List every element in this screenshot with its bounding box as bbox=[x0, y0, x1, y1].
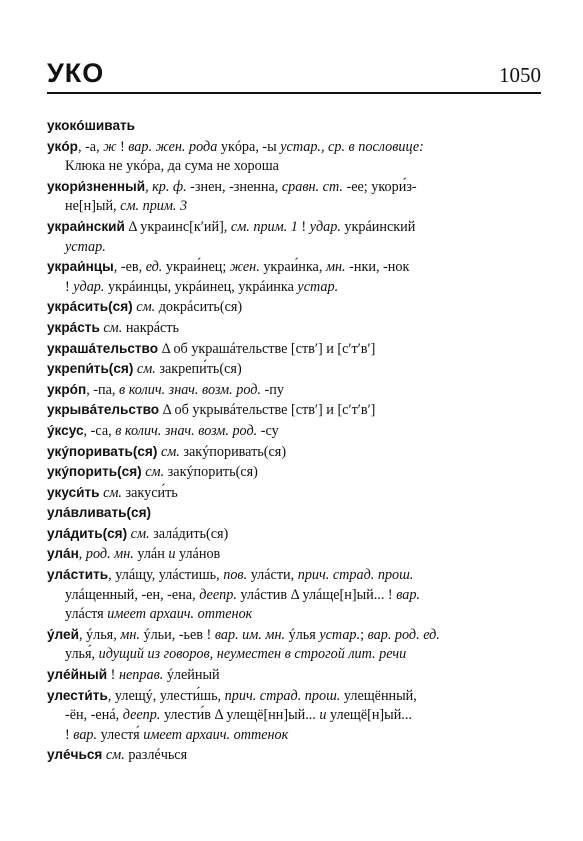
entry-text: ! bbox=[107, 667, 119, 684]
dictionary-entry bbox=[47, 318, 545, 339]
entry-text: -знен, -зненна, bbox=[186, 178, 282, 195]
entry-line bbox=[47, 625, 545, 646]
entry-text: , -ев, bbox=[113, 259, 146, 276]
entry-text: укрáинцы, укрáинец, укрáинка bbox=[104, 278, 298, 295]
grammar-label: идущий из говоров, неуместен в строгой лит. речи bbox=[98, 646, 407, 663]
grammar-label: ед. bbox=[145, 259, 163, 276]
entry-text: улестя́ bbox=[97, 726, 144, 743]
grammar-label: устар. bbox=[297, 278, 339, 295]
dictionary-entry bbox=[47, 665, 545, 686]
dictionary-entry bbox=[47, 359, 545, 380]
dictionary-entry bbox=[47, 297, 545, 318]
headword: украи́нский bbox=[47, 218, 125, 234]
entry-text: закýпоривать(ся) bbox=[179, 443, 287, 460]
grammar-label: род. мн. bbox=[85, 546, 134, 563]
grammar-label: вар. bbox=[396, 586, 420, 603]
dictionary-entry bbox=[47, 745, 545, 766]
page-number: 1050 bbox=[499, 63, 541, 87]
grammar-label: деепр. bbox=[122, 707, 161, 724]
headword: ýлей bbox=[47, 626, 79, 642]
entry-text: улещённый, bbox=[340, 687, 417, 704]
grammar-label: сравн. ст. bbox=[281, 178, 343, 195]
entry-text: Δ украинс[кʹий], bbox=[124, 218, 231, 235]
headword: укори́зненный bbox=[47, 178, 146, 194]
grammar-label: мн. bbox=[325, 259, 346, 276]
dictionary-entry bbox=[47, 686, 545, 746]
grammar-label: см. прим. 1 bbox=[230, 218, 298, 235]
dictionary-entry bbox=[47, 177, 545, 217]
grammar-label: устар. bbox=[65, 238, 106, 255]
headword: улáвливать(ся) bbox=[47, 505, 152, 521]
grammar-label: кр. ф. bbox=[152, 178, 187, 195]
entry-continuation-line bbox=[47, 197, 545, 217]
entry-continuation-line bbox=[47, 278, 545, 298]
dictionary-entry bbox=[47, 565, 545, 625]
grammar-label: см. bbox=[136, 361, 156, 378]
grammar-label: удар. bbox=[309, 218, 341, 235]
entry-text: укóра, -ы bbox=[217, 138, 281, 155]
grammar-label: мн. bbox=[120, 626, 140, 643]
entry-text: ! bbox=[65, 278, 74, 295]
headword: улéчься bbox=[47, 747, 103, 763]
headword: укýпорить(ся) bbox=[47, 464, 142, 480]
grammar-label: деепр. bbox=[199, 586, 237, 603]
entry-text: улáщенный, -ен, -ена, bbox=[65, 586, 200, 603]
grammar-label: см. bbox=[130, 525, 150, 542]
entry-text: , -па, bbox=[86, 381, 119, 398]
entry-text: ! bbox=[116, 138, 129, 155]
entry-line bbox=[47, 257, 545, 278]
dictionary-entry bbox=[47, 483, 545, 504]
entry-line bbox=[47, 462, 545, 483]
entry-line bbox=[47, 359, 545, 380]
headword: улáдить(ся) bbox=[47, 525, 128, 541]
entry-text: , bbox=[145, 178, 153, 195]
grammar-label: неправ. bbox=[118, 667, 164, 684]
entry-text: Клюка не укóра, да сума не хороша bbox=[65, 158, 279, 175]
grammar-label: и bbox=[319, 707, 327, 724]
headword: укрóп bbox=[47, 381, 87, 397]
entry-line bbox=[47, 380, 545, 401]
entry-text: залáдить(ся) bbox=[149, 525, 229, 542]
entry-text: улести́в Δ улещё[нн]ый... bbox=[160, 707, 320, 724]
entry-line bbox=[47, 339, 545, 360]
dictionary-entry bbox=[47, 217, 545, 257]
grammar-label: см. bbox=[160, 443, 180, 460]
entry-line bbox=[47, 318, 545, 339]
entry-text: -су bbox=[257, 422, 279, 439]
dictionary-entry bbox=[47, 116, 545, 137]
entry-text: украи́нец; bbox=[162, 259, 230, 276]
grammar-label: вар. жен. рода bbox=[128, 138, 218, 155]
dictionary-entry bbox=[47, 442, 545, 463]
entry-line bbox=[47, 137, 545, 158]
headword: укрáсить(ся) bbox=[47, 299, 133, 315]
entry-text: , улещý, улести́шь, bbox=[107, 687, 225, 704]
dictionary-entry bbox=[47, 380, 545, 401]
grammar-label: жен. bbox=[229, 259, 260, 276]
grammar-label: см. bbox=[145, 464, 165, 481]
entry-text: -ее; укори́з- bbox=[342, 178, 417, 195]
entry-text: , улáщу, улáстишь, bbox=[108, 567, 224, 584]
entry-text: , ýлья, bbox=[78, 626, 121, 643]
entry-text: -пу bbox=[260, 381, 284, 398]
entry-continuation-line bbox=[47, 157, 545, 177]
headword: укрáсть bbox=[47, 319, 100, 335]
dictionary-entry bbox=[47, 421, 545, 442]
entry-text: , -а, bbox=[77, 138, 104, 155]
headword: укрепи́ть(ся) bbox=[47, 361, 134, 377]
dictionary-entry bbox=[47, 625, 545, 665]
entry-text: улáн bbox=[133, 546, 169, 563]
entry-text: Δ об укрывáтельстве [ствʹ] и [сʹтʹвʹ] bbox=[159, 402, 376, 419]
headword: улáн bbox=[47, 546, 79, 562]
entry-line bbox=[47, 421, 545, 442]
grammar-label: в колич. знач. возм. род. bbox=[115, 422, 258, 439]
entry-line bbox=[47, 503, 545, 524]
dictionary-entry bbox=[47, 524, 545, 545]
entry-text: закýпорить(ся) bbox=[164, 464, 258, 481]
dictionary-entry bbox=[47, 400, 545, 421]
grammar-label: вар. род. ед. bbox=[367, 626, 440, 643]
grammar-label: см. bbox=[136, 299, 156, 316]
grammar-label: прич. страд. прош. bbox=[224, 687, 341, 704]
entry-line bbox=[47, 544, 545, 565]
entry-continuation-line bbox=[47, 706, 545, 726]
entry-text: -ён, -енá, bbox=[65, 707, 123, 724]
entry-text: , -са, bbox=[83, 422, 116, 439]
entry-text: закуси́ть bbox=[121, 484, 178, 501]
entry-continuation-line bbox=[47, 605, 545, 625]
entry-line bbox=[47, 297, 545, 318]
dictionary-entry bbox=[47, 503, 545, 524]
grammar-label: вар. им. мн. bbox=[214, 626, 286, 643]
entry-text: ýлья bbox=[285, 626, 320, 643]
headword: ýксус bbox=[47, 422, 84, 438]
header-rule bbox=[47, 92, 541, 94]
headword: улести́ть bbox=[47, 687, 108, 703]
entry-text: улья́, bbox=[65, 646, 99, 663]
entry-text: улáстив Δ улáще[н]ый... ! bbox=[236, 586, 397, 603]
dictionary-entry bbox=[47, 339, 545, 360]
entry-text: улáстя bbox=[65, 606, 108, 623]
headword: улéйный bbox=[47, 667, 108, 683]
entry-line bbox=[47, 745, 545, 766]
entry-line bbox=[47, 524, 545, 545]
grammar-label: см. bbox=[105, 747, 125, 764]
entry-text: разлéчься bbox=[124, 747, 188, 764]
headword: укóр bbox=[47, 138, 78, 154]
entry-text: укрáинский bbox=[340, 218, 416, 235]
entry-text: закрепи́ть(ся) bbox=[155, 361, 242, 378]
headword: улáстить bbox=[47, 567, 109, 583]
entry-text: Δ об украшáтельстве [ствʹ] и [сʹтʹвʹ] bbox=[158, 340, 376, 357]
grammar-label: устар. bbox=[319, 626, 361, 643]
entry-text: , bbox=[78, 546, 86, 563]
entry-text: улáсти, bbox=[247, 567, 298, 584]
headword: укрывáтельство bbox=[47, 402, 160, 418]
dictionary-entry bbox=[47, 462, 545, 483]
headword: укýпоривать(ся) bbox=[47, 443, 158, 459]
grammar-label: имеет архаич. оттенок bbox=[143, 726, 289, 743]
grammar-label: см. прим. 3 bbox=[120, 198, 188, 215]
grammar-label: устар., ср. в пословице: bbox=[280, 138, 424, 155]
grammar-label: прич. страд. прош. bbox=[297, 567, 414, 584]
entry-line bbox=[47, 400, 545, 421]
headword: украшáтельство bbox=[47, 340, 159, 356]
entry-text: не[н]ый, bbox=[65, 198, 121, 215]
page-header bbox=[47, 58, 541, 92]
dictionary-entry bbox=[47, 137, 545, 177]
grammar-label: удар. bbox=[73, 278, 105, 295]
entry-list bbox=[47, 116, 545, 766]
entry-continuation-line bbox=[47, 726, 545, 746]
grammar-label: ж bbox=[103, 138, 117, 155]
grammar-label: пов. bbox=[223, 567, 248, 584]
grammar-label: вар. bbox=[73, 726, 98, 743]
entry-line bbox=[47, 177, 545, 198]
running-head: УКО bbox=[47, 58, 105, 88]
entry-text: -нки, -нок bbox=[345, 259, 410, 276]
entry-text: ýлейный bbox=[163, 667, 220, 684]
entry-line bbox=[47, 116, 545, 137]
grammar-label: в колич. знач. возм. род. bbox=[119, 381, 261, 398]
entry-continuation-line bbox=[47, 645, 545, 665]
headword: украи́нцы bbox=[47, 259, 114, 275]
entry-text: ! bbox=[65, 726, 74, 743]
headword: укуси́ть bbox=[47, 484, 100, 500]
entry-text: ; bbox=[360, 626, 368, 643]
grammar-label: имеет архаич. оттенок bbox=[107, 606, 253, 623]
entry-text: улáнов bbox=[175, 546, 221, 563]
entry-text: накрáсть bbox=[122, 319, 179, 336]
entry-line bbox=[47, 565, 545, 586]
grammar-label: см. bbox=[103, 319, 123, 336]
entry-text: докрáсить(ся) bbox=[155, 299, 243, 316]
dictionary-entry bbox=[47, 544, 545, 565]
entry-line bbox=[47, 665, 545, 686]
entry-line bbox=[47, 442, 545, 463]
entry-continuation-line bbox=[47, 586, 545, 606]
entry-line bbox=[47, 483, 545, 504]
entry-continuation-line bbox=[47, 238, 545, 258]
grammar-label: см. bbox=[103, 484, 122, 501]
dictionary-entry bbox=[47, 257, 545, 297]
entry-text: украи́нка, bbox=[259, 259, 326, 276]
headword: укокóшивать bbox=[47, 118, 136, 133]
entry-text: ! bbox=[297, 218, 310, 235]
grammar-label: и bbox=[168, 546, 176, 563]
entry-line bbox=[47, 686, 545, 707]
entry-text: улещё[н]ый... bbox=[326, 707, 412, 724]
entry-text: ýльи, -ьев ! bbox=[139, 626, 215, 643]
entry-line bbox=[47, 217, 545, 238]
